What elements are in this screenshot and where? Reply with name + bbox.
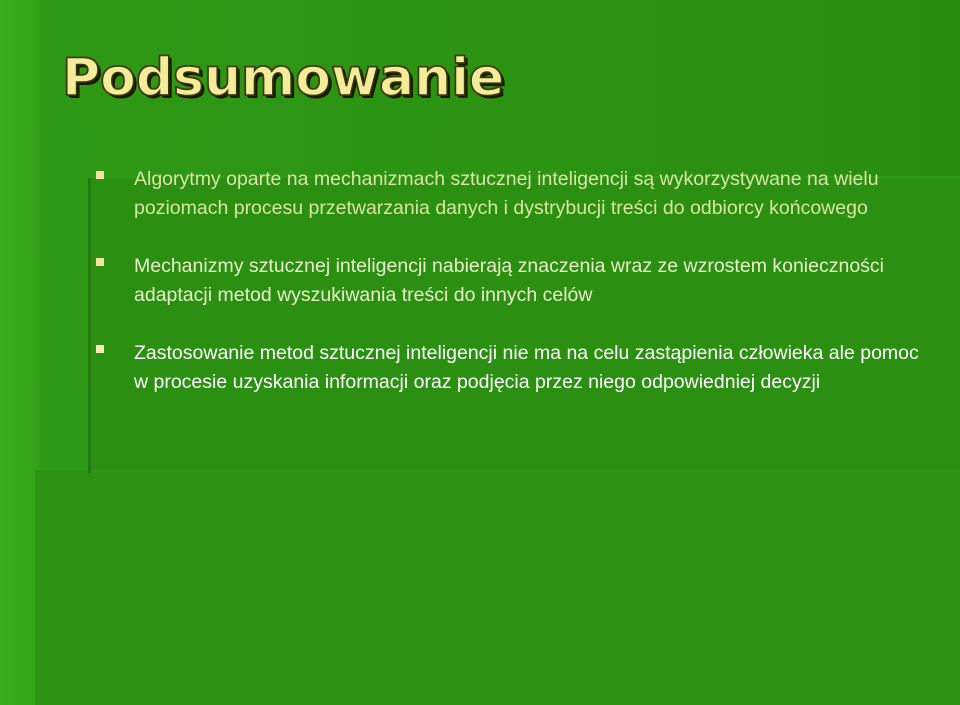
bullet-item	[96, 252, 926, 310]
square-bullet-icon	[96, 258, 104, 266]
bullet-text: Zastosowanie metod sztucznej inteligencji nie ma na celu zastąpienia człowieka ale pomoc w procesie uzyskania informacji oraz podjęcia przez niego odpowiedniej decyzji	[134, 342, 919, 393]
bullet-item	[96, 165, 926, 223]
background-vertical-line	[88, 178, 91, 473]
square-bullet-icon	[96, 171, 104, 179]
background-lower-block	[35, 470, 960, 705]
bullet-item	[96, 339, 926, 397]
square-bullet-icon	[96, 345, 104, 353]
bullet-list	[96, 165, 926, 426]
background-left-strip	[0, 0, 40, 705]
bullet-text: Algorytmy oparte na mechanizmach sztucznej inteligencji są wykorzystywane na wielu poziomach procesu przetwarzania danych i dystrybucji treści do odbiorcy końcowego	[134, 168, 879, 219]
slide-title: Podsumowanie	[62, 48, 505, 108]
bullet-text: Mechanizmy sztucznej inteligencji nabierają znaczenia wraz ze wzrostem konieczności adaptacji metod wyszukiwania treści do innych celów	[134, 255, 884, 306]
